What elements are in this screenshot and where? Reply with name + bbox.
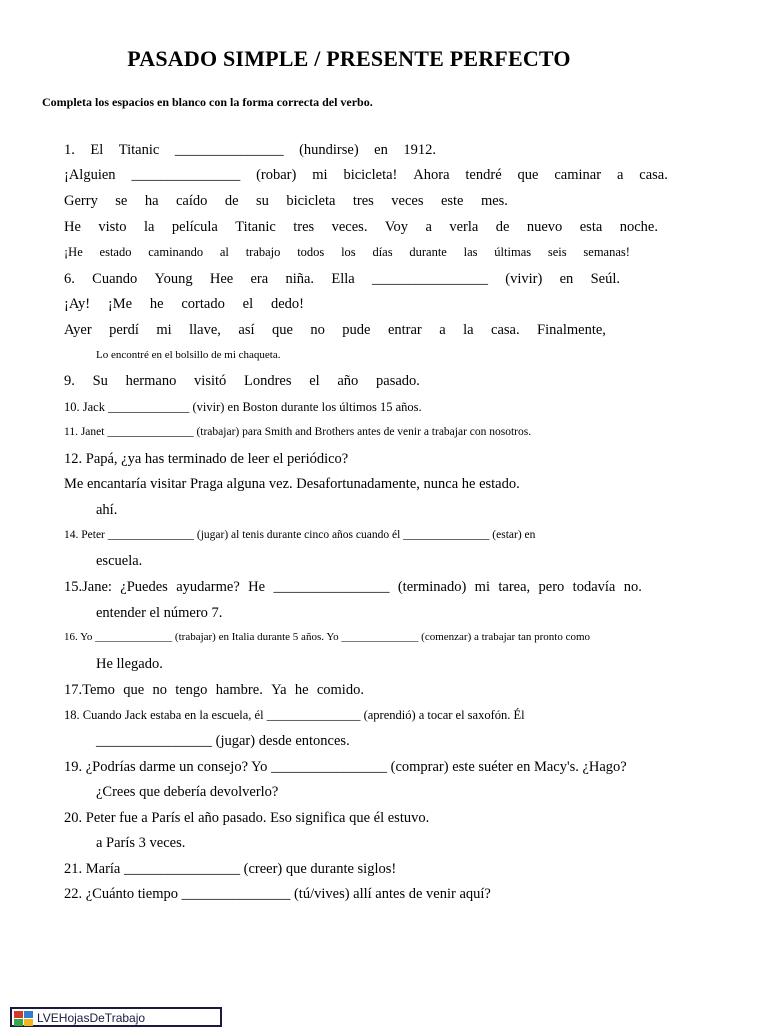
word: Ella xyxy=(331,271,355,287)
word: ________________ xyxy=(273,579,390,595)
word: los xyxy=(341,245,356,259)
word: ¿Puedes xyxy=(120,579,168,595)
word: al xyxy=(219,245,229,259)
word: no. xyxy=(623,579,642,595)
word: de xyxy=(224,193,239,209)
word: este xyxy=(440,193,464,209)
word: bicicleta! xyxy=(343,167,398,183)
word: últimas xyxy=(494,245,532,259)
word: en xyxy=(374,142,388,158)
word: (terminado) xyxy=(397,579,467,595)
word: ¡Me xyxy=(107,296,133,312)
exercise-line-25: 19. ¿Podrías darme un consejo? Yo ________________ (comprar) este suéter en Macy's. ¿Hago? xyxy=(64,759,627,775)
logo-square-green xyxy=(14,1019,23,1026)
word: esta xyxy=(579,219,603,235)
word: a xyxy=(425,219,432,235)
word: El xyxy=(90,142,104,158)
word: nuevo xyxy=(526,219,563,235)
word: Londres xyxy=(243,373,292,389)
word: llave, xyxy=(189,322,221,338)
instructions: Completa los espacios en blanco con la forma correcta del verbo. xyxy=(42,95,373,109)
word: a xyxy=(439,322,446,338)
word: (robar) xyxy=(256,167,297,183)
word: que xyxy=(271,322,293,338)
word: visitó xyxy=(194,373,227,389)
exercise-line-22 xyxy=(64,681,364,699)
exercise-line-5 xyxy=(64,243,630,261)
exercise-line-8 xyxy=(64,321,606,339)
page-title: PASADO SIMPLE / PRESENTE PERFECTO xyxy=(127,46,571,71)
word: verla xyxy=(449,219,479,235)
word: caído xyxy=(175,193,208,209)
exercise-line-24: ________________ (jugar) desde entonces. xyxy=(96,733,350,749)
exercise-line-20: 16. Yo ______________ (trabajar) en Italia durante 5 años. Yo ______________ (comenzar) a trabajar tan pronto como xyxy=(64,631,591,643)
word: ¡Ay! xyxy=(64,296,91,312)
word: 1912. xyxy=(403,142,436,158)
word: a xyxy=(616,167,624,183)
word: seis xyxy=(547,245,567,259)
word: las xyxy=(463,245,478,259)
exercise-line-26: ¿Crees que debería devolverlo? xyxy=(96,784,279,800)
word: mi xyxy=(312,167,328,183)
word: la xyxy=(463,322,474,338)
word: he xyxy=(294,682,309,698)
word: dedo! xyxy=(270,296,304,312)
word: entrar xyxy=(387,322,422,338)
word: Finalmente, xyxy=(537,322,606,338)
word: veces xyxy=(391,193,424,209)
exercise-line-13: 12. Papá, ¿ya has terminado de leer el periódico? xyxy=(64,451,349,467)
word: pero xyxy=(538,579,565,595)
word: Young xyxy=(154,271,193,287)
exercise-line-17: escuela. xyxy=(96,553,143,569)
word: (vivir) xyxy=(505,271,543,287)
word: visto xyxy=(98,219,127,235)
word: durante xyxy=(409,245,447,259)
exercise-line-29: 21. María ________________ (creer) que durante siglos! xyxy=(64,861,397,877)
footer-logo[interactable] xyxy=(10,1007,222,1027)
word: Seúl. xyxy=(590,271,620,287)
word: perdí xyxy=(109,322,139,338)
word: ¡Alguien xyxy=(64,167,116,183)
exercise-line-27: 20. Peter fue a París el año pasado. Eso significa que él estuvo. xyxy=(64,810,430,826)
word: trabajo xyxy=(245,245,281,259)
word: mes. xyxy=(480,193,508,209)
word: Gerry xyxy=(64,193,98,209)
word: He xyxy=(248,579,266,595)
exercise-line-11: 10. Jack _____________ (vivir) en Boston durante los últimos 15 años. xyxy=(64,400,422,414)
logo-square-yellow xyxy=(24,1019,33,1026)
word: hambre. xyxy=(215,682,263,698)
word: tres xyxy=(352,193,374,209)
word: mi xyxy=(474,579,490,595)
exercise-line-2 xyxy=(64,166,668,184)
word: ayudarme? xyxy=(176,579,240,595)
exercise-line-6 xyxy=(64,270,620,288)
exercise-line-4 xyxy=(64,218,658,236)
word: tres xyxy=(293,219,315,235)
word: todavía xyxy=(572,579,616,595)
word: _______________ xyxy=(131,167,241,183)
exercise-line-14: Me encantaría visitar Praga alguna vez. Desafortunadamente, nunca he estado. xyxy=(64,476,520,492)
word: el xyxy=(309,373,320,389)
word: así xyxy=(238,322,255,338)
word: no xyxy=(152,682,167,698)
word: que xyxy=(123,682,145,698)
exercise-line-10 xyxy=(64,372,420,390)
exercise-line-1 xyxy=(64,141,436,159)
exercise-line-21: He llegado. xyxy=(96,656,163,672)
word: ha xyxy=(144,193,159,209)
word: 15.Jane: xyxy=(64,579,112,595)
logo-square-red xyxy=(14,1011,23,1018)
word: Su xyxy=(92,373,108,389)
word: era xyxy=(250,271,269,287)
word: 9. xyxy=(64,373,75,389)
word: tendré xyxy=(465,167,502,183)
word: caminando xyxy=(148,245,204,259)
exercise-line-19: entender el número 7. xyxy=(96,605,223,621)
word: mi xyxy=(156,322,172,338)
word: se xyxy=(115,193,128,209)
exercise-line-18 xyxy=(64,578,642,596)
word: caminar xyxy=(554,167,602,183)
word: no xyxy=(310,322,325,338)
word: comido. xyxy=(316,682,364,698)
word: casa. xyxy=(491,322,520,338)
word: veces. xyxy=(331,219,368,235)
word: todos xyxy=(297,245,325,259)
word: 17.Temo xyxy=(64,682,115,698)
exercise-line-3 xyxy=(64,192,508,210)
word: estado xyxy=(99,245,132,259)
word: hermano xyxy=(125,373,177,389)
exercise-line-7 xyxy=(64,295,304,313)
exercise-line-30: 22. ¿Cuánto tiempo _______________ (tú/vives) allí antes de venir aquí? xyxy=(64,886,491,902)
word: Ahora xyxy=(413,167,450,183)
word: 6. xyxy=(64,271,75,287)
word: año xyxy=(337,373,359,389)
word: ________________ xyxy=(371,271,488,287)
word: días xyxy=(372,245,393,259)
word: cortado xyxy=(181,296,225,312)
exercise-line-16: 14. Peter _______________ (jugar) al tenis durante cinco años cuando él _______________ (estar) en xyxy=(64,529,536,541)
logo-square-blue xyxy=(24,1011,33,1018)
word: su xyxy=(255,193,269,209)
word: Titanic xyxy=(235,219,276,235)
word: tengo xyxy=(175,682,208,698)
word: niña. xyxy=(285,271,315,287)
word: Voy xyxy=(384,219,408,235)
word: Cuando xyxy=(92,271,138,287)
exercise-line-28: a París 3 veces. xyxy=(96,835,186,851)
word: pasado. xyxy=(376,373,420,389)
exercise-line-12: 11. Janet _______________ (trabajar) para Smith and Brothers antes de venir a trabajar con nosotros. xyxy=(64,426,532,438)
word: casa. xyxy=(639,167,668,183)
word: pude xyxy=(342,322,371,338)
word: que xyxy=(517,167,539,183)
word: (hundirse) xyxy=(299,142,359,158)
word: Hee xyxy=(209,271,234,287)
word: el xyxy=(242,296,254,312)
word: semanas! xyxy=(583,245,630,259)
word: He xyxy=(64,219,81,235)
exercise-line-23: 18. Cuando Jack estaba en la escuela, él _______________ (aprendió) a tocar el saxofón. Él xyxy=(64,708,525,722)
word: bicicleta xyxy=(286,193,336,209)
word: la xyxy=(144,219,155,235)
word: Ayer xyxy=(64,322,92,338)
word: película xyxy=(171,219,218,235)
word: Titanic xyxy=(118,142,160,158)
word: tarea, xyxy=(498,579,531,595)
word: Ya xyxy=(271,682,287,698)
exercise-line-9: Lo encontré en el bolsillo de mi chaqueta. xyxy=(96,349,281,361)
word: _______________ xyxy=(174,142,284,158)
word: en xyxy=(559,271,574,287)
word: he xyxy=(149,296,164,312)
word: ¡He xyxy=(64,245,83,259)
word: de xyxy=(495,219,510,235)
exercise-line-15: ahí. xyxy=(96,502,118,518)
word: 1. xyxy=(64,142,75,158)
logo-text: LVEHojasDeTrabajo xyxy=(37,1011,146,1025)
word: noche. xyxy=(619,219,658,235)
